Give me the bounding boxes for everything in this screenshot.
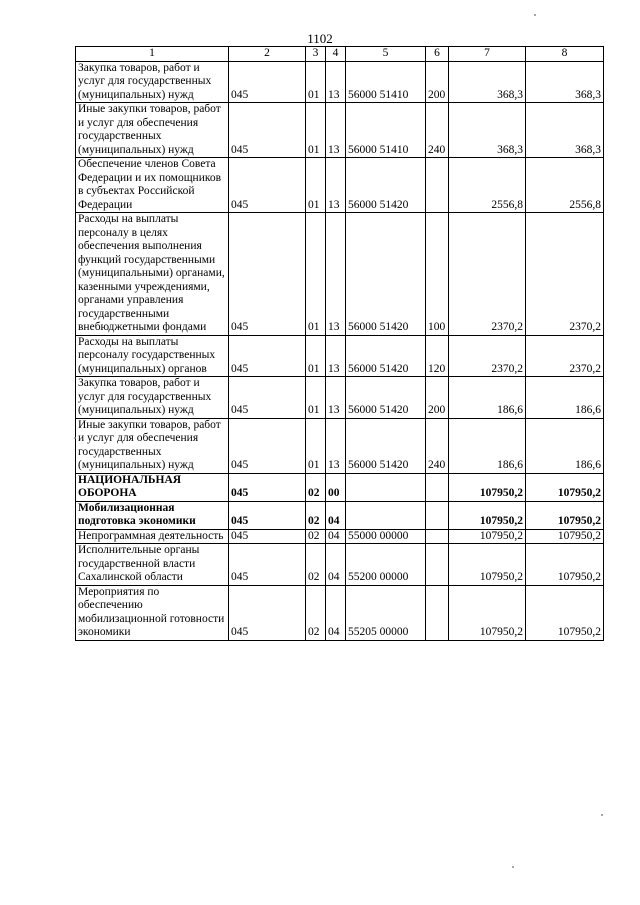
table-row <box>76 335 604 377</box>
chapter-code-cell: 01 <box>306 158 326 213</box>
chapter-code-cell: 02 <box>306 544 326 586</box>
target-item-cell <box>346 473 426 501</box>
section-code-cell: 045 <box>229 418 306 473</box>
subsection-code-cell: 04 <box>326 544 346 586</box>
row-name-cell: Закупка товаров, работ и услуг для государственных (муниципальных) нужд <box>76 377 229 419</box>
scan-speck <box>534 14 536 16</box>
amount-cell: 2370,2 <box>449 335 526 377</box>
table-row <box>76 103 604 158</box>
section-code-cell: 045 <box>229 158 306 213</box>
chapter-code-cell: 01 <box>306 103 326 158</box>
row-name-cell: Иные закупки товаров, работ и услуг для обеспечения государственных (муниципальных) нужд <box>76 418 229 473</box>
section-code-cell: 045 <box>229 529 306 544</box>
expense-type-cell: 100 <box>426 213 449 336</box>
amount-cell: 2556,8 <box>449 158 526 213</box>
table-row <box>76 585 604 640</box>
subsection-code-cell: 04 <box>326 501 346 529</box>
scan-speck <box>601 814 603 816</box>
amount-cell: 107950,2 <box>526 585 604 640</box>
subsection-code-cell: 04 <box>326 585 346 640</box>
table-row <box>76 61 604 103</box>
table-header-row <box>76 47 604 62</box>
amount-cell: 368,3 <box>526 61 604 103</box>
amount-cell: 368,3 <box>526 103 604 158</box>
table-body <box>76 47 604 641</box>
table-row <box>76 418 604 473</box>
expense-type-cell <box>426 544 449 586</box>
amount-cell: 2370,2 <box>526 335 604 377</box>
amount-cell: 368,3 <box>449 103 526 158</box>
table-row <box>76 473 604 501</box>
table-row <box>76 158 604 213</box>
scan-speck <box>74 437 76 439</box>
section-code-cell: 045 <box>229 501 306 529</box>
column-header: 5 <box>346 47 426 62</box>
page-number: 1102 <box>307 31 333 46</box>
row-name-cell: Иные закупки товаров, работ и услуг для обеспечения государственных (муниципальных) нужд <box>76 103 229 158</box>
amount-cell: 186,6 <box>526 377 604 419</box>
amount-cell: 107950,2 <box>526 473 604 501</box>
section-code-cell: 045 <box>229 335 306 377</box>
column-header: 2 <box>229 47 306 62</box>
amount-cell: 107950,2 <box>526 529 604 544</box>
section-code-cell: 045 <box>229 473 306 501</box>
section-code-cell: 045 <box>229 377 306 419</box>
column-header: 7 <box>449 47 526 62</box>
section-code-cell: 045 <box>229 103 306 158</box>
target-item-cell: 56000 51420 <box>346 418 426 473</box>
budget-table <box>75 46 604 641</box>
chapter-code-cell: 02 <box>306 585 326 640</box>
target-item-cell: 55205 00000 <box>346 585 426 640</box>
expense-type-cell: 240 <box>426 103 449 158</box>
target-item-cell: 56000 51420 <box>346 335 426 377</box>
amount-cell: 186,6 <box>526 418 604 473</box>
subsection-code-cell: 13 <box>326 377 346 419</box>
expense-type-cell <box>426 501 449 529</box>
subsection-code-cell: 13 <box>326 158 346 213</box>
section-code-cell: 045 <box>229 61 306 103</box>
amount-cell: 368,3 <box>449 61 526 103</box>
amount-cell: 2556,8 <box>526 158 604 213</box>
table-row <box>76 501 604 529</box>
chapter-code-cell: 01 <box>306 418 326 473</box>
chapter-code-cell: 01 <box>306 213 326 336</box>
section-code-cell: 045 <box>229 213 306 336</box>
row-name-cell: НАЦИОНАЛЬНАЯ ОБОРОНА <box>76 473 229 501</box>
scan-speck <box>512 866 514 868</box>
subsection-code-cell: 13 <box>326 61 346 103</box>
expense-type-cell <box>426 473 449 501</box>
amount-cell: 107950,2 <box>449 544 526 586</box>
row-name-cell: Исполнительные органы государственной власти Сахалинской области <box>76 544 229 586</box>
table-row <box>76 213 604 336</box>
chapter-code-cell: 01 <box>306 335 326 377</box>
chapter-code-cell: 02 <box>306 529 326 544</box>
chapter-code-cell: 01 <box>306 377 326 419</box>
target-item-cell: 56000 51420 <box>346 158 426 213</box>
amount-cell: 2370,2 <box>449 213 526 336</box>
row-name-cell: Непрограммная деятельность <box>76 529 229 544</box>
section-code-cell: 045 <box>229 544 306 586</box>
target-item-cell: 56000 51410 <box>346 103 426 158</box>
amount-cell: 107950,2 <box>449 473 526 501</box>
chapter-code-cell: 02 <box>306 473 326 501</box>
section-code-cell: 045 <box>229 585 306 640</box>
amount-cell: 107950,2 <box>526 501 604 529</box>
subsection-code-cell: 00 <box>326 473 346 501</box>
column-header: 4 <box>326 47 346 62</box>
target-item-cell <box>346 501 426 529</box>
column-header: 3 <box>306 47 326 62</box>
column-header: 8 <box>526 47 604 62</box>
amount-cell: 107950,2 <box>449 501 526 529</box>
target-item-cell: 56000 51410 <box>346 61 426 103</box>
target-item-cell: 55200 00000 <box>346 544 426 586</box>
subsection-code-cell: 04 <box>326 529 346 544</box>
expense-type-cell <box>426 585 449 640</box>
table-row <box>76 544 604 586</box>
chapter-code-cell: 01 <box>306 61 326 103</box>
amount-cell: 107950,2 <box>449 585 526 640</box>
expense-type-cell: 120 <box>426 335 449 377</box>
row-name-cell: Расходы на выплаты персоналу государственных (муниципальных) органов <box>76 335 229 377</box>
target-item-cell: 56000 51420 <box>346 377 426 419</box>
amount-cell: 107950,2 <box>449 529 526 544</box>
column-header: 6 <box>426 47 449 62</box>
amount-cell: 186,6 <box>449 418 526 473</box>
subsection-code-cell: 13 <box>326 103 346 158</box>
amount-cell: 2370,2 <box>526 213 604 336</box>
table-row <box>76 529 604 544</box>
amount-cell: 107950,2 <box>526 544 604 586</box>
subsection-code-cell: 13 <box>326 418 346 473</box>
target-item-cell: 56000 51420 <box>346 213 426 336</box>
row-name-cell: Мероприятия по обеспечению мобилизационной готовности экономики <box>76 585 229 640</box>
row-name-cell: Обеспечение членов Совета Федерации и их помощников в субъектах Российской Федерации <box>76 158 229 213</box>
row-name-cell: Мобилизационная подготовка экономики <box>76 501 229 529</box>
chapter-code-cell: 02 <box>306 501 326 529</box>
expense-type-cell: 200 <box>426 377 449 419</box>
subsection-code-cell: 13 <box>326 335 346 377</box>
row-name-cell: Закупка товаров, работ и услуг для государственных (муниципальных) нужд <box>76 61 229 103</box>
column-header: 1 <box>76 47 229 62</box>
row-name-cell: Расходы на выплаты персоналу в целях обеспечения выполнения функций государственными (муниципальными) органами, казенными учреждениями, органами управления государственными внебюджетными фондами <box>76 213 229 336</box>
expense-type-cell <box>426 529 449 544</box>
expense-type-cell: 200 <box>426 61 449 103</box>
table-row <box>76 377 604 419</box>
target-item-cell: 55000 00000 <box>346 529 426 544</box>
expense-type-cell: 240 <box>426 418 449 473</box>
subsection-code-cell: 13 <box>326 213 346 336</box>
amount-cell: 186,6 <box>449 377 526 419</box>
expense-type-cell <box>426 158 449 213</box>
